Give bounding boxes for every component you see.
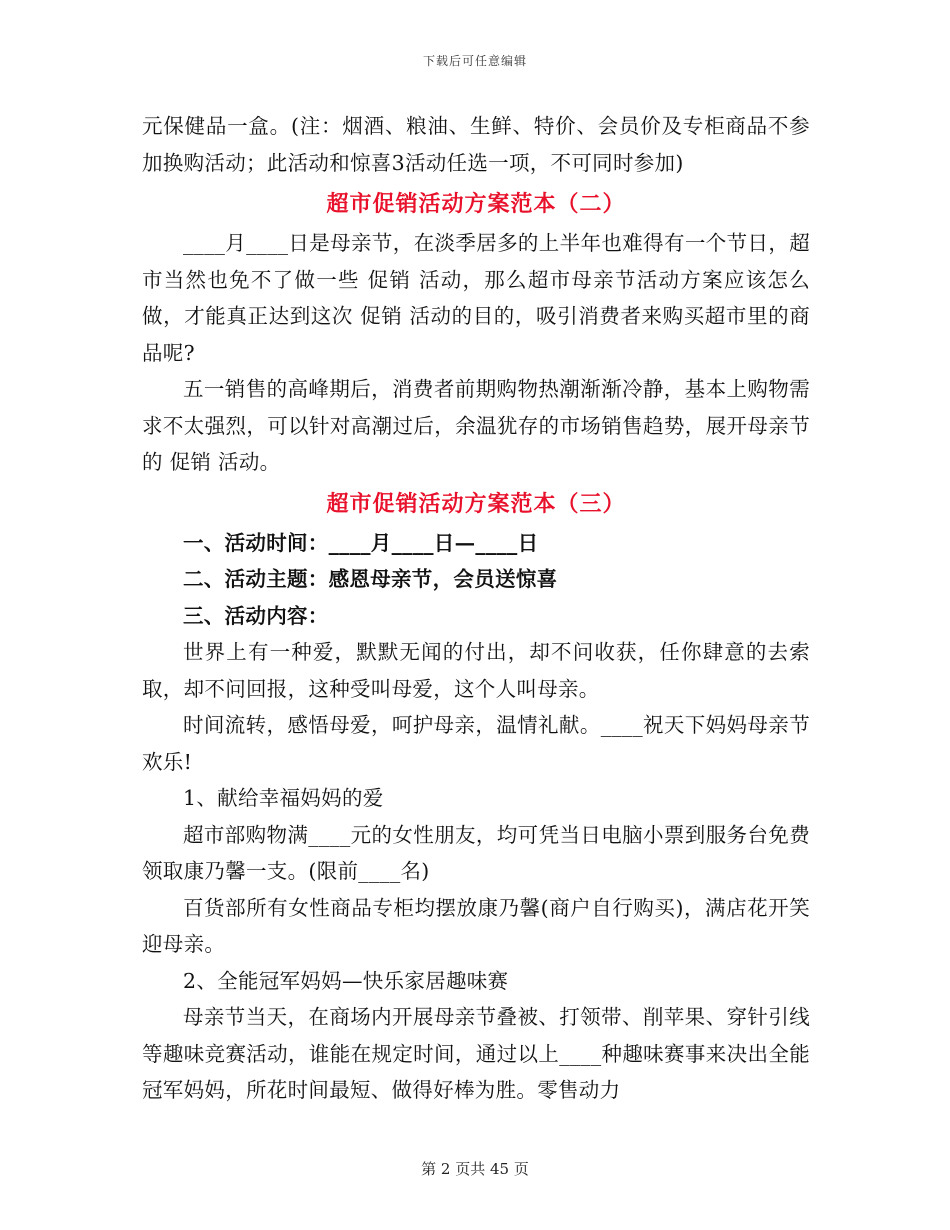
paragraph-blessing: 时间流转，感悟母爱，呵护母亲，温情礼献。____祝天下妈妈母亲节欢乐! xyxy=(142,713,810,774)
item-activity-time: 一、活动时间：____月____日—____日 xyxy=(183,530,539,555)
paragraph-after-may-day: 五一销售的高峰期后，消费者前期购物热潮渐渐冷静，基本上购物需求不太强烈，可以针对高潮过后，余温犹存的市场销售趋势，展开母亲节的 促销 活动。 xyxy=(142,377,810,474)
paragraph-mothers-day-intro: ____月____日是母亲节，在淡季居多的上半年也难得有一个节日，超市当然也免不了做一些 促销 活动，那么超市母亲节活动方案应该怎么做，才能真正达到这次 促销 活动的目的，吸引消费者来购买超市里的商品呢? xyxy=(142,231,810,365)
item-activity-theme: 二、活动主题：感恩母亲节，会员送惊喜 xyxy=(183,567,558,591)
section-heading-3: 超市促销活动方案范本（三） xyxy=(326,490,626,517)
document-body xyxy=(142,108,810,1109)
page-footer: 第 2 页共 45 页 xyxy=(421,1160,529,1178)
paragraph-mother-love: 世界上有一种爱，默默无闻的付出，却不问收获，任你肆意的去索取，却不问回报，这种受叫母爱，这个人叫母亲。 xyxy=(142,640,810,701)
paragraph-competition: 母亲节当天，在商场内开展母亲节叠被、打领带、削苹果、穿针引线等趣味竞赛活动，谁能在规定时间，通过以上____种趣味赛事来决出全能冠军妈妈，所花时间最短、做得好棒为胜。零售动力 xyxy=(142,1005,810,1102)
paragraph-carnation-display: 百货部所有女性商品专柜均摆放康乃馨(商户自行购买)，满店花开笑迎母亲。 xyxy=(142,895,810,956)
page-header: 下载后可任意编辑 xyxy=(422,54,527,68)
subheading-champion-mom: 2、全能冠军妈妈—快乐家居趣味赛 xyxy=(183,968,509,993)
paragraph-continuation: 元保健品一盒。(注：烟酒、粮油、生鲜、特价、会员价及专柜商品不参加换购活动；此活动和惊喜3活动任选一项，不可同时参加) xyxy=(142,114,810,175)
item-activity-content: 三、活动内容： xyxy=(183,603,329,628)
section-heading-2: 超市促销活动方案范本（二） xyxy=(326,191,626,217)
paragraph-carnation-gift: 超市部购物满____元的女性朋友，均可凭当日电脑小票到服务台免费领取康乃馨一支。(限前____名) xyxy=(142,822,810,883)
subheading-love-gift: 1、献给幸福妈妈的爱 xyxy=(183,786,384,810)
